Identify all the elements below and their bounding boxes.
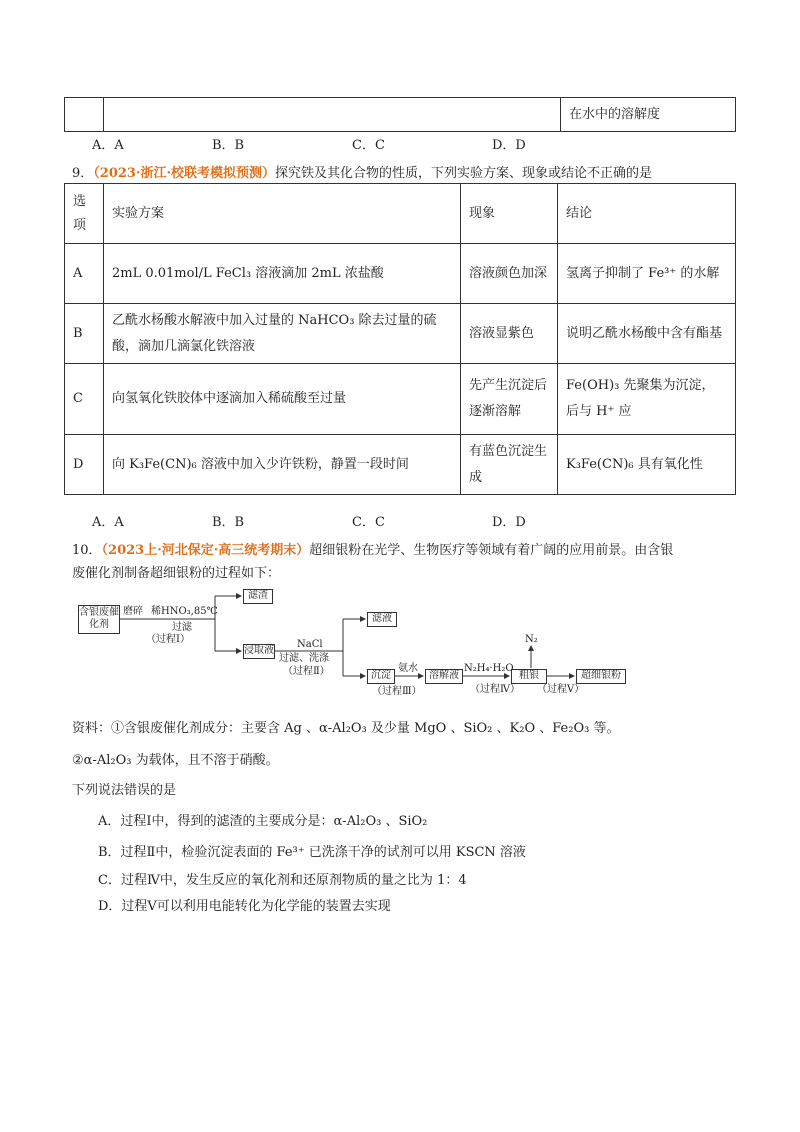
q10-number: 10． (72, 543, 102, 558)
q9-header-plan: 实验方案 (104, 184, 461, 244)
q10-source: （2023上·河北保定·高三统考期末） (101, 543, 310, 558)
q9-option-a: A．A (92, 515, 124, 530)
q9-number: 9． (72, 166, 94, 181)
q8-option-d: D．D (492, 138, 526, 153)
q9-row-c-conclusion: Fe(OH)₃ 先聚集为沉淀，后与 H⁺ 应 (558, 364, 736, 435)
q10-question: 下列说法错误的是 (72, 783, 177, 798)
box-silver-catalyst: 含银废催化剂 (78, 605, 120, 634)
q8-option-b: B．B (212, 138, 245, 153)
box-crude-silver: 粗银 (511, 669, 547, 684)
q9-row-b-option: B (65, 304, 104, 364)
label-process-3: （过程Ⅲ） (372, 686, 422, 697)
q10-stem-line2 (72, 562, 280, 581)
q9-row-a-option: A (65, 244, 104, 304)
label-filter-wash: 过滤、洗涤 (279, 653, 329, 664)
q9-row-b-conclusion: 说明乙酰水杨酸中含有酯基 (558, 304, 736, 364)
q9-text: 探究铁及其化合物的性质，下列实验方案、现象或结论不正确的是 (275, 166, 653, 181)
label-process-1: （过程Ⅰ） (146, 634, 190, 645)
q9-option-b: B．B (212, 515, 245, 530)
q9-row-b-phenomenon: 溶液显紫色 (461, 304, 558, 364)
q9-row-a-phenomenon: 溶液颜色加深 (461, 244, 558, 304)
q10-stem-line1 (72, 539, 673, 558)
q9-row-d-phenomenon: 有蓝色沉淀生成 (461, 435, 558, 495)
box-residue: 滤渣 (243, 589, 273, 604)
q9-row-d-plan: 向 K₃Fe(CN)₆ 溶液中加入少许铁粉，静置一段时间 (104, 435, 461, 495)
label-process-2: （过程Ⅱ） (283, 666, 330, 677)
q9-table (64, 183, 736, 495)
q9-row-d-conclusion: K₃Fe(CN)₆ 具有氧化性 (558, 435, 736, 495)
q9-row-d-option: D (65, 435, 104, 495)
q9-row-c-phenomenon: 先产生沉淀后逐渐溶解 (461, 364, 558, 435)
q10-choice-d: D．过程Ⅴ可以利用电能转化为化学能的装置去实现 (98, 899, 391, 914)
q9-option-c: C．C (352, 515, 385, 530)
q9-header-phenomenon: 现象 (461, 184, 558, 244)
q10-choice-c: C．过程Ⅳ中，发生反应的氧化剂和还原剂物质的量之比为 1：4 (98, 873, 467, 888)
q9-row-b-plan: 乙酰水杨酸水解液中加入过量的 NaHCO₃ 除去过量的硫酸，滴加几滴氯化铁溶液 (104, 304, 461, 364)
q9-row-c-option: C (65, 364, 104, 435)
q10-choice-b: B．过程Ⅱ中，检验沉淀表面的 Fe³⁺ 已洗涤干净的试剂可以用 KSCN 溶液 (98, 845, 526, 860)
q9-option-d: D．D (492, 515, 526, 530)
label-n2: N₂ (525, 634, 538, 645)
top-row-option-cell (65, 98, 104, 132)
q9-header-conclusion: 结论 (558, 184, 736, 244)
q9-stem (72, 162, 652, 181)
top-row-plan-cell (104, 98, 561, 132)
q10-text-1: 超细银粉在光学、生物医疗等领域有着广阔的应用前景。由含银 (309, 543, 674, 558)
q9-row-a-conclusion: 氢离子抑制了 Fe³⁺ 的水解 (558, 244, 736, 304)
q8-option-c: C．C (352, 138, 385, 153)
label-nacl: NaCl (297, 639, 323, 650)
q9-row-a-plan: 2mL 0.01mol/L FeCl₃ 溶液滴加 2mL 浓盐酸 (104, 244, 461, 304)
box-solution: 溶解液 (425, 669, 463, 684)
label-grind: 磨碎 (123, 606, 143, 617)
q10-text-2: 废催化剂制备超细银粉的过程如下： (72, 566, 281, 581)
q9-source: （2023·浙江·校联考模拟预测） (93, 166, 276, 181)
label-nitric-acid: 稀HNO₃,85℃ (151, 606, 218, 617)
label-process-4: （过程Ⅳ） (470, 684, 520, 695)
label-hydrazine: N₂H₄·H₂O (464, 663, 514, 674)
q9-header-option: 选项 (65, 184, 104, 244)
top-row-conclusion-cell: 在水中的溶解度 (561, 98, 736, 132)
box-leachate: 浸取液 (243, 644, 275, 659)
box-precipitate: 沉淀 (367, 669, 395, 684)
q8-option-a: A．A (92, 138, 124, 153)
label-process-5: （过程Ⅴ） (537, 684, 585, 695)
q10-choice-a: A．过程Ⅰ中，得到的滤渣的主要成分是：α-Al₂O₃ 、SiO₂ (98, 814, 428, 829)
q9-row-c-plan: 向氢氧化铁胶体中逐滴加入稀硫酸至过量 (104, 364, 461, 435)
label-ammonia: 氨水 (398, 663, 418, 674)
box-ultrafine-silver: 超细银粉 (576, 669, 626, 684)
info-line-1: 资料：①含银废催化剂成分：主要含 Ag 、α-Al₂O₃ 及少量 MgO 、SiO₂ 、K₂O 、Fe₂O₃ 等。 (72, 721, 620, 736)
box-filtrate: 滤液 (367, 612, 397, 627)
label-filter: 过滤 (172, 622, 192, 633)
info-line-2: ②α-Al₂O₃ 为载体，且不溶于硝酸。 (72, 753, 279, 768)
previous-question-table (64, 97, 736, 132)
